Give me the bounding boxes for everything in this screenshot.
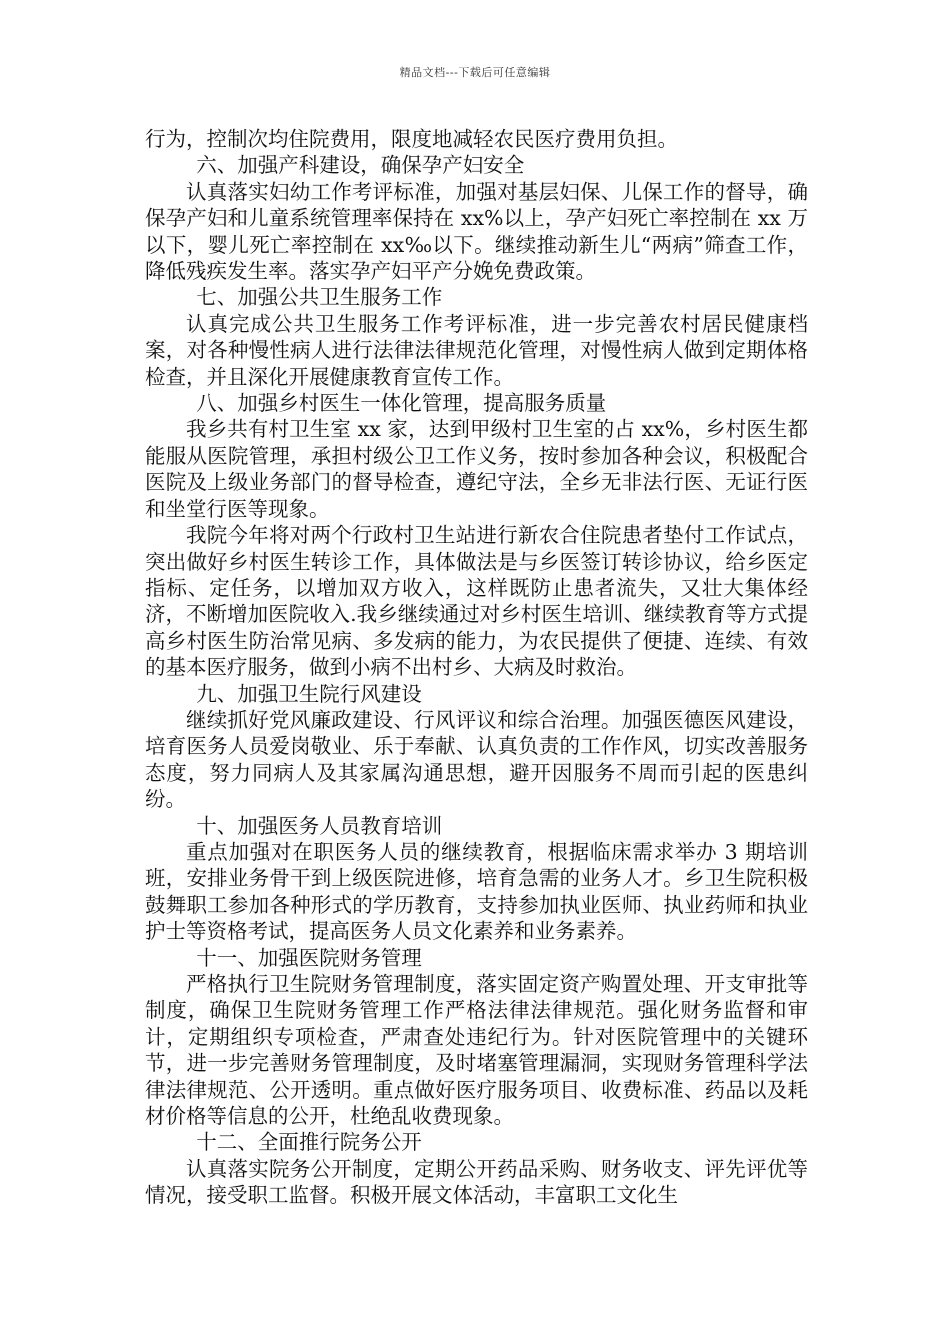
page-header: 精品文档---下载后可任意编辑 — [399, 66, 551, 79]
section-heading: 十二、全面推行院务公开 — [196, 1130, 422, 1155]
section-heading: 十一、加强医院财务管理 — [196, 945, 422, 970]
section-heading: 九、加强卫生院行风建设 — [196, 681, 422, 706]
paragraph: 认真落实院务公开制度，定期公开药品采购、财务收支、评先评优等情况，接受职工监督。积极开展文体活动，丰富职工文化生 — [145, 1156, 808, 1208]
paragraph: 严格执行卫生院财务管理制度，落实固定资产购置处理、开支审批等制度，确保卫生院财务管理工作严格法律法律规范。强化财务监督和审计，定期组织专项检查，严肃查处违纪行为。针对医院管理中的关键环节，进一步完善财务管理制度，及时堵塞管理漏洞，实现财务管理科学法律法律规范、公开透明。重点做好医疗服务项目、收费标准、药品以及耗材价格等信息的公开，杜绝乱收费现象。 — [145, 972, 808, 1129]
paragraph: 我院今年将对两个行政村卫生站进行新农合住院患者垫付工作试点，突出做好乡村医生转诊工作，具体做法是与乡医签订转诊协议，给乡医定指标、定任务，以增加双方收入，这样既防止患者流失，又壮大集体经济，不断增加医院收入.我乡继续通过对乡村医生培训、继续教育等方式提高乡村医生防治常见病、多发病的能力，为农民提供了便捷、连续、有效的基本医疗服务，做到小病不出村乡、大病及时救治。 — [145, 523, 808, 680]
section-heading: 七、加强公共卫生服务工作 — [196, 285, 443, 310]
document-body — [145, 126, 808, 1209]
paragraph: 行为，控制次均住院费用，限度地减轻农民医疗费用负担。 — [145, 127, 678, 151]
section-heading: 十、加强医务人员教育培训 — [196, 813, 443, 838]
section-heading: 八、加强乡村医生一体化管理，提高服务质量 — [196, 391, 607, 416]
paragraph: 认真落实妇幼工作考评标准，加强对基层妇保、儿保工作的督导，确保孕产妇和儿童系统管理率保持在 xx%以上，孕产妇死亡率控制在 xx 万以下，婴儿死亡率控制在 xx‰以下。继续推动新生儿“两病”筛查工作，降低残疾发生率。落实孕产妇平产分娩免费政策。 — [145, 179, 808, 284]
paragraph: 继续抓好党风廉政建设、行风评议和综合治理。加强医德医风建设，培育医务人员爱岗敬业、乐于奉献、认真负责的工作作风，切实改善服务态度，努力同病人及其家属沟通思想，避开因服务不周而引起的医患纠纷。 — [145, 707, 808, 812]
paragraph: 我乡共有村卫生室 xx 家，达到甲级村卫生室的占 xx%，乡村医生都能服从医院管理，承担村级公卫工作义务，按时参加各种会议，积极配合医院及上级业务部门的督导检查，遵纪守法，全乡无非法行医、无证行医和坐堂行医等现象。 — [145, 417, 808, 521]
paragraph: 重点加强对在职医务人员的继续教育，根据临床需求举办 3 期培训班，安排业务骨干到上级医院进修，培育急需的业务人才。乡卫生院积极鼓舞职工参加各种形式的学历教育，支持参加执业医师、执业药师和执业护士等资格考试，提高医务人员文化素养和业务素养。 — [145, 839, 808, 944]
paragraph: 认真完成公共卫生服务工作考评标准，进一步完善农村居民健康档案，对各种慢性病人进行法律法律规范化管理，对慢性病人做到定期体格检查，并且深化开展健康教育宣传工作。 — [145, 311, 808, 389]
section-heading: 六、加强产科建设，确保孕产妇安全 — [196, 153, 525, 178]
